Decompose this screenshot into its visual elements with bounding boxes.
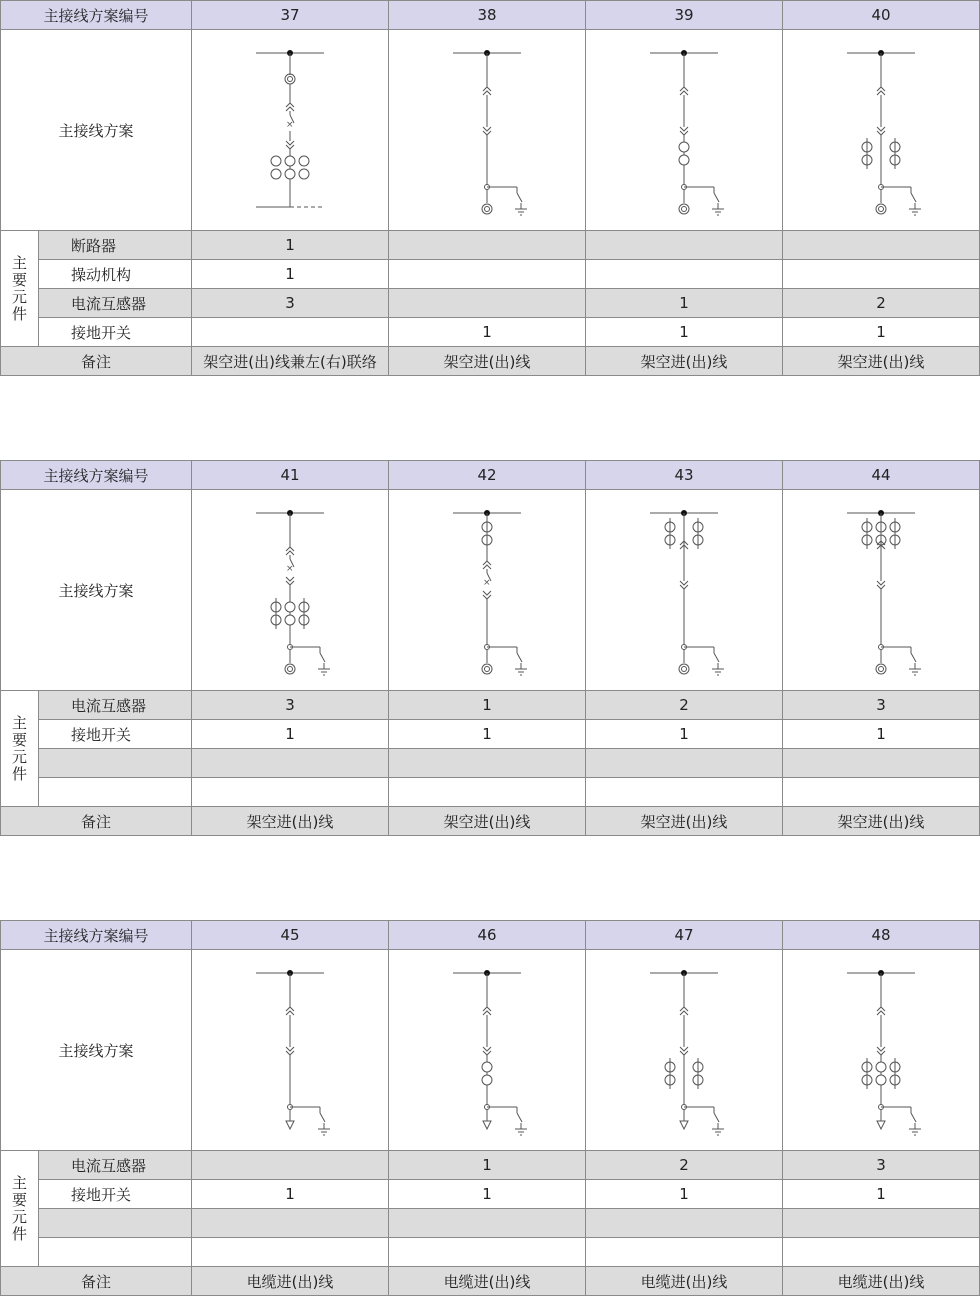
scheme-table [0, 920, 980, 1296]
component-count: 1 [192, 260, 389, 289]
breaker-icon: × [286, 564, 294, 574]
cable-terminal-icon [286, 1121, 294, 1129]
disconnect-contact-icon [680, 581, 688, 589]
disconnect-contact-icon [286, 1007, 294, 1015]
component-count [389, 231, 586, 260]
overhead-bushing-icon [285, 664, 295, 674]
wiring-diagram-svg [783, 31, 979, 229]
bushing-icon [285, 74, 295, 84]
wiring-diagram-svg [389, 951, 585, 1149]
scheme-number: 44 [783, 461, 980, 490]
component-name [39, 1209, 192, 1238]
current-transformer-icon [665, 1058, 675, 1089]
disconnect-contact-icon [680, 87, 688, 95]
disconnect-contact-icon [483, 561, 491, 569]
disconnect-contact-icon [877, 1047, 885, 1055]
component-count [192, 749, 389, 778]
disconnect-contact-icon [877, 581, 885, 589]
component-row [1, 1238, 980, 1267]
component-count [389, 1238, 586, 1267]
component-count [783, 778, 980, 807]
scheme-number: 43 [586, 461, 783, 490]
wiring-diagram [783, 490, 980, 691]
component-row [1, 749, 980, 778]
scheme-number: 42 [389, 461, 586, 490]
header-label: 主接线方案编号 [1, 461, 192, 490]
wiring-diagram [389, 950, 586, 1151]
current-transformer-icon [862, 518, 872, 549]
remark-label: 备注 [1, 1267, 192, 1296]
component-row [1, 691, 980, 720]
component-count [389, 749, 586, 778]
header-label: 主接线方案编号 [1, 1, 192, 30]
scheme-number: 47 [586, 921, 783, 950]
disconnect-contact-icon [483, 87, 491, 95]
component-row [1, 720, 980, 749]
component-count [586, 778, 783, 807]
disconnect-contact-icon [680, 127, 688, 135]
overhead-bushing-icon [482, 664, 492, 674]
earthing-switch-icon [881, 1107, 921, 1135]
wiring-diagram [389, 30, 586, 231]
remark-value: 架空进(出)线 [783, 347, 980, 376]
component-count [783, 749, 980, 778]
disconnect-contact-icon [483, 1047, 491, 1055]
wiring-diagram [586, 490, 783, 691]
current-transformer-icon [890, 1058, 900, 1089]
wiring-diagram-svg [192, 31, 388, 229]
overhead-bushing-icon [876, 204, 886, 214]
component-count [192, 1151, 389, 1180]
earthing-switch-icon [487, 647, 527, 675]
earthing-switch-icon [881, 647, 921, 675]
component-count: 3 [783, 1151, 980, 1180]
remark-value: 架空进(出)线 [586, 347, 783, 376]
component-count: 3 [783, 691, 980, 720]
component-name [39, 1238, 192, 1267]
scheme-number: 37 [192, 1, 389, 30]
component-count: 1 [783, 318, 980, 347]
component-name [39, 778, 192, 807]
component-name: 接地开关 [39, 318, 192, 347]
current-transformer-icon [693, 518, 703, 549]
component-count: 1 [192, 231, 389, 260]
component-count [586, 260, 783, 289]
earthing-switch-icon [684, 1107, 724, 1135]
wiring-diagram [192, 950, 389, 1151]
disconnect-contact-icon [877, 1007, 885, 1015]
scheme-number: 46 [389, 921, 586, 950]
scheme-label: 主接线方案 [1, 950, 192, 1151]
component-count [586, 1238, 783, 1267]
component-count [586, 749, 783, 778]
component-count [192, 1209, 389, 1238]
disconnect-contact-icon [483, 1007, 491, 1015]
remark-value: 电缆进(出)线 [586, 1267, 783, 1296]
component-count: 2 [586, 1151, 783, 1180]
disconnect-contact-icon [877, 87, 885, 95]
component-row [1, 260, 980, 289]
disconnect-contact-icon [286, 103, 294, 111]
overhead-bushing-icon [679, 664, 689, 674]
remark-label: 备注 [1, 347, 192, 376]
component-name [39, 749, 192, 778]
component-count [783, 1209, 980, 1238]
component-count: 2 [586, 691, 783, 720]
component-count: 1 [389, 691, 586, 720]
wiring-diagram-svg [586, 491, 782, 689]
current-transformer-icon [271, 156, 281, 179]
component-count: 1 [783, 720, 980, 749]
current-transformer-icon [665, 518, 675, 549]
scheme-number: 38 [389, 1, 586, 30]
remark-value: 架空进(出)线兼左(右)联络 [192, 347, 389, 376]
current-transformer-icon [862, 138, 872, 169]
component-name: 接地开关 [39, 1180, 192, 1209]
remark-value: 电缆进(出)线 [192, 1267, 389, 1296]
remark-value: 架空进(出)线 [192, 807, 389, 836]
remark-value: 架空进(出)线 [783, 807, 980, 836]
remark-value: 架空进(出)线 [586, 807, 783, 836]
disconnect-contact-icon [877, 127, 885, 135]
earthing-switch-icon [487, 1107, 527, 1135]
component-row [1, 1180, 980, 1209]
earthing-switch-icon [290, 1107, 330, 1135]
earthing-switch-icon [290, 647, 330, 675]
disconnect-contact-icon [286, 577, 294, 585]
breaker-icon: × [483, 578, 491, 588]
breaker-icon: × [286, 120, 294, 130]
current-transformer-icon [862, 1058, 872, 1089]
earthing-switch-icon [881, 187, 921, 215]
disconnect-contact-icon [483, 127, 491, 135]
scheme-number: 41 [192, 461, 389, 490]
scheme-label: 主接线方案 [1, 30, 192, 231]
component-name: 电流互感器 [39, 289, 192, 318]
scheme-table [0, 0, 980, 376]
wiring-diagram-svg [783, 491, 979, 689]
component-name: 接地开关 [39, 720, 192, 749]
component-count [192, 1238, 389, 1267]
component-count [783, 1238, 980, 1267]
earthing-switch-icon [684, 647, 724, 675]
components-label: 主 要 元 件 [1, 691, 39, 807]
current-transformer-icon [693, 1058, 703, 1089]
wiring-diagram [586, 30, 783, 231]
overhead-bushing-icon [876, 664, 886, 674]
disconnect-contact-icon [286, 547, 294, 555]
remark-value: 电缆进(出)线 [783, 1267, 980, 1296]
component-count: 1 [192, 1180, 389, 1209]
cable-terminal-icon [483, 1121, 491, 1129]
scheme-label: 主接线方案 [1, 490, 192, 691]
scheme-number: 40 [783, 1, 980, 30]
component-name: 电流互感器 [39, 1151, 192, 1180]
current-transformer-icon [299, 156, 309, 179]
component-count: 1 [389, 720, 586, 749]
component-count: 3 [192, 691, 389, 720]
remark-value: 架空进(出)线 [389, 347, 586, 376]
current-transformer-icon [299, 598, 309, 629]
component-name: 电流互感器 [39, 691, 192, 720]
wiring-diagram-svg [783, 951, 979, 1149]
component-name: 断路器 [39, 231, 192, 260]
wiring-diagram-svg [389, 491, 585, 689]
wiring-diagram [586, 950, 783, 1151]
component-count [389, 260, 586, 289]
component-count [192, 778, 389, 807]
component-count: 1 [389, 1151, 586, 1180]
component-count [389, 778, 586, 807]
current-transformer-icon [890, 138, 900, 169]
wiring-diagram-svg [389, 31, 585, 229]
remark-label: 备注 [1, 807, 192, 836]
component-name: 操动机构 [39, 260, 192, 289]
component-count: 1 [389, 1180, 586, 1209]
component-count: 1 [586, 720, 783, 749]
wiring-diagram-svg [586, 31, 782, 229]
remark-value: 架空进(出)线 [389, 807, 586, 836]
cable-terminal-icon [680, 1121, 688, 1129]
wiring-diagram [783, 950, 980, 1151]
scheme-number: 39 [586, 1, 783, 30]
component-count [586, 231, 783, 260]
component-row [1, 778, 980, 807]
component-count: 1 [586, 1180, 783, 1209]
wiring-diagram [783, 30, 980, 231]
component-row [1, 231, 980, 260]
component-row [1, 289, 980, 318]
component-count [389, 289, 586, 318]
wiring-diagram [192, 30, 389, 231]
component-count: 1 [783, 1180, 980, 1209]
current-transformer-icon [890, 518, 900, 549]
wiring-diagram [192, 490, 389, 691]
earthing-switch-icon [487, 187, 527, 215]
overhead-bushing-icon [679, 204, 689, 214]
scheme-number: 45 [192, 921, 389, 950]
component-row [1, 1151, 980, 1180]
earthing-switch-icon [684, 187, 724, 215]
disconnect-contact-icon [680, 1047, 688, 1055]
component-row [1, 1209, 980, 1238]
disconnect-contact-icon [286, 141, 294, 149]
current-transformer-icon [271, 598, 281, 629]
component-row [1, 318, 980, 347]
disconnect-contact-icon [483, 591, 491, 599]
component-count: 1 [586, 289, 783, 318]
disconnect-contact-icon [286, 1047, 294, 1055]
wiring-diagram-svg [586, 951, 782, 1149]
components-label: 主 要 元 件 [1, 231, 39, 347]
component-count: 1 [586, 318, 783, 347]
scheme-table [0, 460, 980, 836]
disconnect-contact-icon [680, 1007, 688, 1015]
component-count: 1 [192, 720, 389, 749]
component-count [586, 1209, 783, 1238]
component-count [389, 1209, 586, 1238]
scheme-number: 48 [783, 921, 980, 950]
component-count [783, 260, 980, 289]
header-label: 主接线方案编号 [1, 921, 192, 950]
wiring-diagram [389, 490, 586, 691]
component-count: 1 [389, 318, 586, 347]
component-count [192, 318, 389, 347]
wiring-diagram-svg [192, 491, 388, 689]
component-count [783, 231, 980, 260]
overhead-bushing-icon [482, 204, 492, 214]
cable-terminal-icon [877, 1121, 885, 1129]
component-count: 2 [783, 289, 980, 318]
remark-value: 电缆进(出)线 [389, 1267, 586, 1296]
wiring-diagram-svg [192, 951, 388, 1149]
components-label: 主 要 元 件 [1, 1151, 39, 1267]
component-count: 3 [192, 289, 389, 318]
